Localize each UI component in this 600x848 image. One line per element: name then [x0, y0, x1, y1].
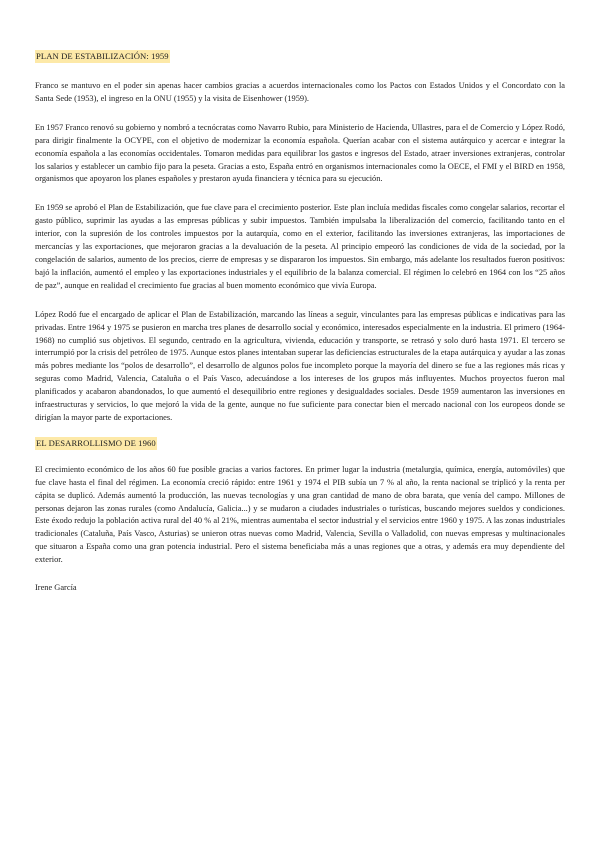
section-desarrollismo	[35, 433, 565, 567]
paragraph-franco-poder: Franco se mantuvo en el poder sin apenas hacer cambios gracias a acuerdos internacionales como los Pactos con Estados Unidos y el Concordato con la Santa Sede (1953), el ingreso en la ONU (1955) y la visita de Eisenhower (1959).	[35, 81, 565, 103]
section-heading-plan-estabilizacion: PLAN DE ESTABILIZACIÓN: 1959	[36, 51, 169, 61]
paragraph-plan-1959: En 1959 se aprobó el Plan de Estabilización, que fue clave para el crecimiento posterior. Este plan incluía medidas fiscales como congelar salarios, recortar el gasto público, suprimir las ayudas a las empresas públicas y subir impuestos. También impulsaba la liberalización del comercio, facilitando tanto en el interior, con la supresión de los controles impuestos por la autarquía, como en el exterior, facilitando las inversiones extranjeras, las importaciones de mercancías y las exportaciones, que mejoraron gracias a la devaluación de la peseta. Al principio empeoró las condiciones de vida de la sociedad, por la congelación de salarios, aumento de los precios, cierre de empresas y se dispararon los impuestos. Sin embargo, más adelante los resultados fueron positivos: bajó la inflación, aumentó el empleo y las exportaciones industriales y el equilibrio de la balanza comercial. El régimen lo celebró en 1964 con los “25 años de paz”, aunque en realidad el crecimiento fue gracias al buen momento económico que vivía Europa.	[35, 203, 565, 290]
paragraph-tecnocratas-1957: En 1957 Franco renovó su gobierno y nombró a tecnócratas como Navarro Rubio, para Ministerio de Hacienda, Ullastres, para el de Comercio y López Rodó, para dirigir finalmente la OCYPE, con el objetivo de modernizar la economía española. Querían acabar con el sistema autárquico y acercar e integrar la economía española a las economías occidentales. Tomaron medidas para equilibrar los gastos e ingresos del Estado, atraer inversiones extranjeras, controlar los salarios y establecer un cambio fijo para la peseta. Gracias a esto, España entró en organismos internacionales como la OECE, el FMI y el BIRD en 1958, organismos que apoyaron los planes españoles y prestaron ayuda financiera y técnica para su ejecución.	[35, 122, 565, 184]
author-signature: Irene García	[35, 583, 77, 593]
paragraph-crecimiento-60: El crecimiento económico de los años 60 fue posible gracias a varios factores. En primer lugar la industria (metalurgia, química, energía, automóviles) que fue clave hasta el final del régimen. La economía creció rápido: entre 1961 y 1974 el PIB subía un 7 % al año, la renta nacional se triplicó y la renta per cápita se duplicó. Además aumentó la producción, las nuevas tecnologías y una gran cantidad de mano de obra barata, que venía del campo. Millones de personas dejaron las zonas rurales (como Andalucía, Galicia...) y se mudaron a ciudades industriales o turísticas, buscando mejores sueldos y condiciones. Este éxodo redujo la población activa rural del 40 % al 21%, mientras aumentaba el sector industrial y el servicios entre 1960 y 1975. A las zonas industriales tradicionales (Cataluña, País Vasco, Asturias) se unieron otras nuevas como Madrid, Valencia, Sevilla o Valladolid, con nuevas empresas y multinacionales que situaron a España como una gran potencia industrial. Pero el sistema beneficiaba más a unas regiones que a otras, y además era muy dependiente del exterior.	[35, 464, 565, 565]
section-heading-desarrollismo: EL DESARROLLISMO DE 1960	[36, 437, 156, 448]
section-plan-estabilizacion	[35, 46, 565, 425]
paragraph-lopez-rodo: López Rodó fue el encargado de aplicar el Plan de Estabilización, marcando las líneas a seguir, vinculantes para las empresas públicas e indicativas para las privadas. Entre 1964 y 1975 se pusieron en marcha tres planes de desarrollo social y económico, interesados especialmente en la industria. El primero (1964-1968) no cumplió sus objetivos. El segundo, centrado en la agricultura, vivienda, educación y transporte, se retrasó y solo duró hasta 1971. El tercero se interrumpió por la crisis del petróleo de 1975. Aunque estos planes intentaban superar las deficiencias estructurales de la etapa autárquica y ayudar a las zonas más pobres mediante los “polos de desarrollo”, el desarrollo de algunos polos fue incompleto porque la mayoría del dinero se fue a las regiones más ricas y seguras como Madrid, Valencia, Cataluña o el País Vasco, adecuándose a los intereses de los grupos más influyentes. Muchos proyectos fueron mal planificados y acabaron abandonados, lo que aumentó el desequilibrio entre regiones y desigualdades sociales. Desde 1959 aumentaron las inversiones en infraestructuras y servicios, lo que mejoró la vida de la gente, aunque no fue suficiente para conectar bien el mercado nacional con los europeos donde se dirigían la mayor parte de exportaciones.	[35, 309, 565, 422]
